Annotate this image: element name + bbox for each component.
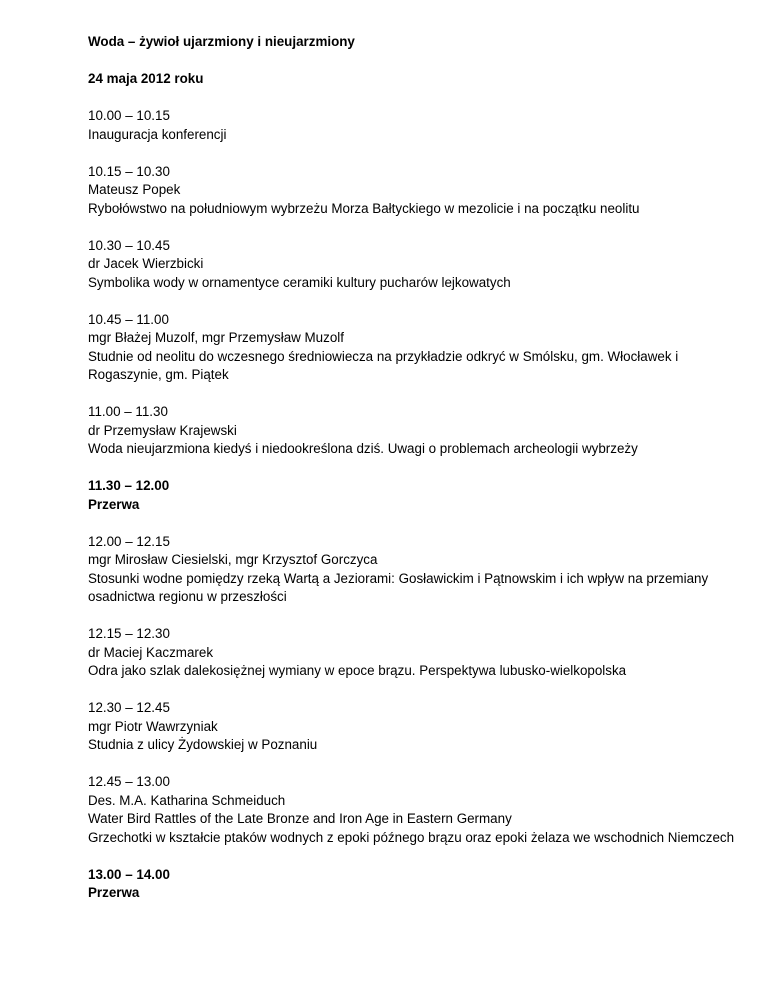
entry-speaker: Mateusz Popek [88,182,181,197]
break-label: Przerwa [88,496,140,512]
entry-time: 10.00 – 10.15 [88,108,170,123]
schedule-entry [88,533,738,607]
entry-title: Studnia z ulicy Żydowskiej w Poznaniu [88,737,318,752]
schedule-entry [88,625,738,681]
entry-time: 10.45 – 11.00 [88,311,169,327]
entry-title: Inauguracja konferencji [88,126,227,142]
entry-time: 10.15 – 10.30 [88,163,170,179]
schedule-entry [88,699,738,755]
entry-speaker: mgr Mirosław Ciesielski, mgr Krzysztof Gorczyca [88,552,378,567]
entry-speaker: mgr Piotr Wawrzyniak [88,718,218,734]
entry-title: Odra jako szlak dalekosiężnej wymiany w epoce brązu. Perspektywa lubusko-wielkopolska [88,663,627,678]
entry-title: Studnie od neolitu do wczesnego średniowiecza na przykładzie odkryć w Smólsku, gm. Włocławek i Rogaszynie, gm. Piątek [88,348,679,382]
document-page [88,33,738,921]
entry-speaker: dr Przemysław Krajewski [88,422,237,438]
entry-speaker: mgr Błażej Muzolf, mgr Przemysław Muzolf [88,330,344,345]
entry-time: 10.30 – 10.45 [88,237,170,253]
schedule-entry [88,107,738,144]
schedule-entry [88,237,738,293]
break-label: Przerwa [88,885,140,900]
schedule-entry [88,403,738,459]
entry-time: 11.30 – 12.00 [88,478,170,493]
entry-time: 13.00 – 14.00 [88,866,170,882]
schedule-entry [88,311,738,385]
entry-time: 11.00 – 11.30 [88,404,168,419]
entry-time: 12.45 – 13.00 [88,774,170,789]
schedule-break [88,866,738,903]
schedule-entry [88,773,738,847]
entry-speaker: dr Jacek Wierzbicki [88,256,204,271]
schedule-break [88,477,738,514]
entry-title: Water Bird Rattles of the Late Bronze and Iron Age in Eastern Germany [88,811,512,826]
entry-time: 12.00 – 12.15 [88,533,170,549]
entry-time: 12.15 – 12.30 [88,626,170,641]
entry-title-translation: Grzechotki w kształcie ptaków wodnych z epoki późnego brązu oraz epoki żelaza we wschodnich Niemczech [88,829,735,845]
entry-title: Stosunki wodne pomiędzy rzeką Wartą a Jeziorami: Gosławickim i Pątnowskim i ich wpływ na przemiany osadnictwa regionu w przeszłości [88,570,709,604]
entry-time: 12.30 – 12.45 [88,700,170,715]
entry-title: Rybołówstwo na południowym wybrzeżu Morza Bałtyckiego w mezolicie i na początku neolitu [88,200,640,216]
entry-title: Woda nieujarzmiona kiedyś i niedookreślona dziś. Uwagi o problemach archeologii wybrzeży [88,441,638,456]
schedule-entry [88,163,738,219]
document-date: 24 maja 2012 roku [88,71,204,86]
document-title: Woda – żywioł ujarzmiony i nieujarzmiony [88,34,355,49]
entry-speaker: dr Maciej Kaczmarek [88,644,214,660]
entry-speaker: Des. M.A. Katharina Schmeiduch [88,792,286,808]
entry-title: Symbolika wody w ornamentyce ceramiki kultury pucharów lejkowatych [88,274,511,290]
